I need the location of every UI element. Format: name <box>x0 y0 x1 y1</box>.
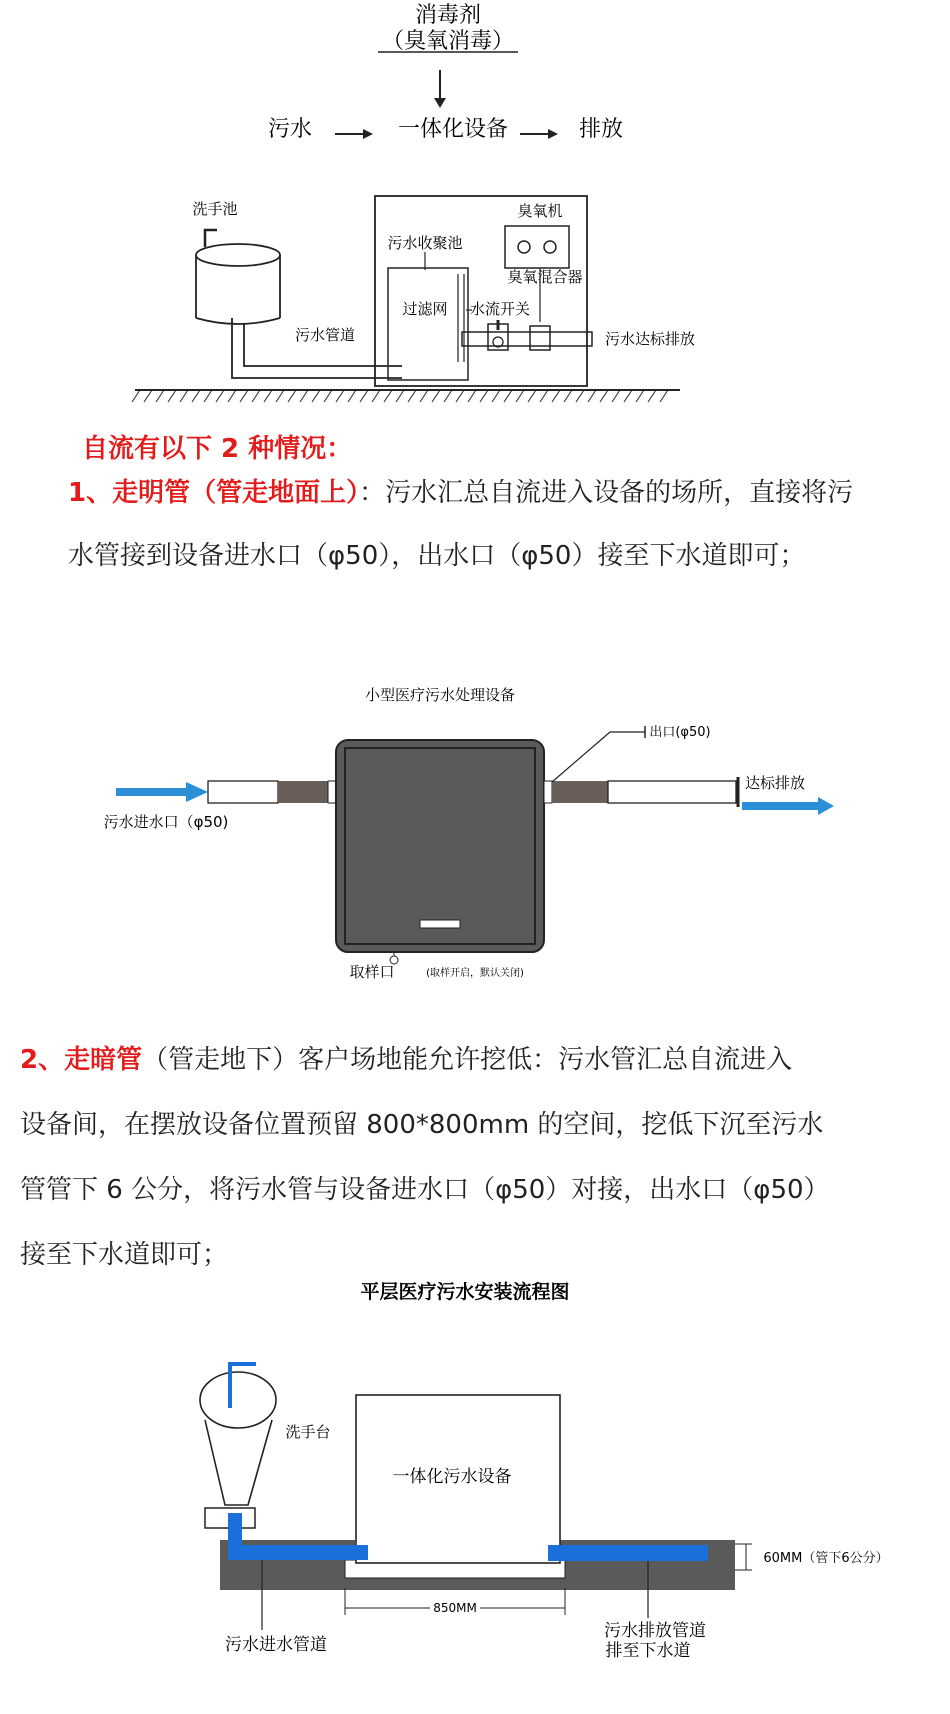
device-housing <box>375 196 587 386</box>
filter-label: 过滤网 <box>402 300 448 318</box>
ozone-machine <box>505 226 569 268</box>
device-label-2: 一体化污水设备 <box>392 1467 512 1487</box>
inlet-arrow <box>116 782 208 802</box>
case1-line2: 水管接到设备进水口（φ50），出水口（φ50）接至下水道即可； <box>68 541 806 571</box>
case2-line1 <box>20 1045 950 1075</box>
situations-heading: 自流有以下 2 种情况： <box>82 434 353 464</box>
arrow-1-head <box>363 129 373 139</box>
inlet-coupling <box>278 781 328 803</box>
inlet-pipe-blue <box>228 1513 368 1560</box>
outlet-coupling <box>552 781 608 803</box>
tank-handle <box>420 920 460 928</box>
outlet-pipe <box>462 332 592 346</box>
discharge-arrow <box>742 797 834 815</box>
depth-label: 60MM（管下6公分） <box>763 1551 889 1566</box>
inlet-collar <box>328 781 336 803</box>
outlet-pipe-label-1: 污水排放管道 <box>604 1621 706 1641</box>
ground-hatch <box>132 390 668 402</box>
tank-label: 污水收聚池 <box>387 234 463 252</box>
wash-basin-2 <box>200 1364 276 1528</box>
outlet-pipe-label-2: 排至下水道 <box>605 1641 691 1661</box>
flow-output: 排放 <box>578 117 624 142</box>
flow-input: 污水 <box>267 117 313 142</box>
outlet-pipe <box>608 781 736 803</box>
case2-line3: 管管下 6 公分，将污水管与设备进水口（φ50）对接，出水口（φ50） <box>20 1175 830 1205</box>
ozone-knob-1 <box>518 241 530 253</box>
case2-line4: 接至下水道即可； <box>20 1240 229 1270</box>
sink-label: 洗手池 <box>192 200 238 218</box>
device-title: 小型医疗污水处理设备 <box>364 686 516 704</box>
small-device-diagram <box>0 680 950 980</box>
discharge-label: 污水达标排放 <box>604 330 696 348</box>
discharge-label-2: 达标排放 <box>744 774 806 792</box>
agent-sublabel: （臭氧消毒） <box>381 29 515 54</box>
device-tank-inner <box>345 748 535 944</box>
outlet-leader <box>552 732 645 782</box>
ozone-knob-2 <box>544 241 556 253</box>
case2-label: 2、走暗管 <box>20 1045 143 1075</box>
sample-label: 取样口 <box>349 963 395 980</box>
case1-line1 <box>68 478 928 508</box>
collection-tank <box>388 268 468 380</box>
install-flow-diagram <box>0 1270 950 1714</box>
outlet-collar <box>544 781 552 803</box>
wash-basin <box>196 230 402 378</box>
case1-text: ：污水汇总自流进入设备的场所，直接将污 <box>359 478 854 508</box>
process-flow <box>0 0 950 160</box>
inlet-label: 污水进水口（φ50) <box>103 813 229 831</box>
sink-label-2: 洗手台 <box>285 1423 331 1441</box>
ozone-machine-label: 臭氧机 <box>517 202 563 220</box>
case2-line2: 设备间，在摆放设备位置预留 800*800mm 的空间，挖低下沉至污水 <box>20 1110 824 1140</box>
arrow-2-head <box>548 129 558 139</box>
agent-label: 消毒剂 <box>414 3 482 28</box>
outlet-label: 出口(φ50) <box>649 725 711 740</box>
down-arrow-head <box>434 98 446 108</box>
pipe-label: 污水管道 <box>294 326 356 344</box>
mixer-label: 臭氧混合器 <box>507 268 583 286</box>
install-title: 平层医疗污水安装流程图 <box>360 1281 570 1303</box>
system-schematic <box>0 190 950 420</box>
switch-label: 水流开关 <box>469 300 531 318</box>
flow-device: 一体化设备 <box>397 117 509 142</box>
sample-note: (取样开启，默认关闭) <box>426 968 524 979</box>
case2-text1: （管走地下）客户场地能允许挖低：污水管汇总自流进入 <box>142 1045 793 1075</box>
case1-label: 1、走明管（管走地面上） <box>68 478 360 508</box>
width-label: 850MM <box>433 1601 477 1615</box>
inlet-pipe <box>208 781 278 803</box>
outlet-pipe-blue <box>548 1545 708 1561</box>
inlet-pipe-label: 污水进水管道 <box>225 1635 327 1655</box>
